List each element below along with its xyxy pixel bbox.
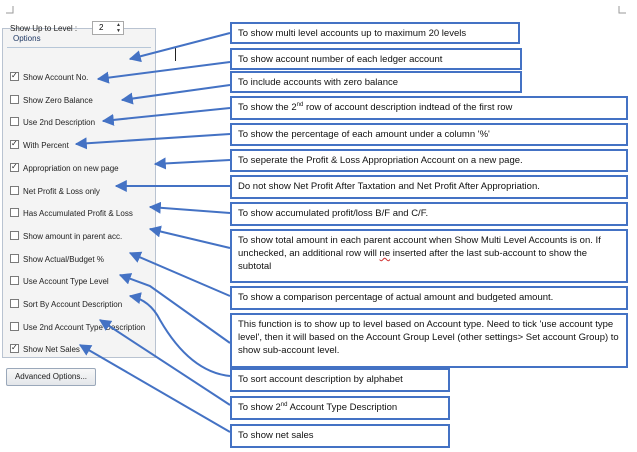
callout-account-no — [230, 48, 522, 70]
callout-text: To show the 2 — [238, 102, 297, 113]
callout-zero-balance — [230, 71, 522, 93]
callout-type-description — [230, 396, 450, 420]
callout-text: Do not show Net Profit After Taxtation and Net Profit After Appropriation. — [238, 181, 540, 192]
callout-account-type-level — [230, 313, 628, 368]
option-label: Show Account No. — [23, 73, 89, 82]
callout-net-pl — [230, 175, 628, 199]
callout-sort — [230, 368, 450, 392]
callout-text: To show a comparison percentage of actual amount and budgeted amount. — [238, 292, 554, 303]
level-value[interactable]: 2 — [99, 23, 104, 32]
callout-text: To show total amount in each parent account when Show Multi Level Accounts is on. If unchecked, an additional row will — [238, 235, 601, 259]
callout-text: To show account number of each ledger account — [238, 54, 443, 65]
callout-text: To show net sales — [238, 430, 314, 441]
callout-superscript: nd — [280, 401, 288, 408]
advanced-options-button[interactable]: Advanced Options... — [6, 368, 96, 386]
callout-appropriation — [230, 149, 628, 172]
option-label: Use 2nd Description — [23, 118, 96, 128]
callout-net-sales — [230, 424, 450, 448]
callout-text: To include accounts with zero balance — [238, 77, 399, 88]
callout-actual-budget — [230, 286, 628, 310]
callout-percent — [230, 123, 628, 146]
option-label: Use 2nd Account Type Description — [23, 322, 146, 332]
spinner-arrows-icon[interactable]: ▲ ▼ — [116, 22, 121, 34]
callout-text: To show multi level accounts up to maximum 20 levels — [238, 28, 467, 39]
callout-text: To sort account description by alphabet — [238, 374, 403, 385]
option-label: Has Accumulated Profit & Loss — [23, 209, 133, 219]
option-label: Net Profit & Loss only — [23, 186, 100, 196]
callout-text: To show 2 — [238, 402, 281, 413]
show-up-to-level-label: Show Up to Level : — [10, 24, 78, 33]
option-label: With Percent — [23, 141, 69, 151]
option-label: Show Actual/Budget % — [23, 254, 104, 264]
callout-text: Account Type Description — [287, 402, 398, 413]
panel-title: Options — [13, 34, 41, 43]
option-label: Show Zero Balance — [23, 95, 93, 105]
callout-accumulated — [230, 202, 628, 226]
option-label: Use Account Type Level — [23, 277, 109, 287]
option-label: Show amount in parent acc. — [23, 231, 123, 241]
callout-text: This function is to show up to level based on Account type. Need to tick 'use account type level', then it will based on the Account Group Level (other settings> Set account Group) to show sub-account level. — [238, 319, 619, 356]
option-label: Sort By Account Description — [23, 300, 123, 309]
callout-superscript: nd — [296, 101, 304, 108]
callout-text: To show accumulated profit/loss B/F and C/F. — [238, 208, 429, 219]
option-label: Show Net Sales — [23, 345, 80, 355]
callout-text: To seperate the Profit & Loss Appropriation Account on a new page. — [238, 155, 523, 166]
callout-level — [230, 22, 520, 44]
callout-second-description — [230, 96, 628, 120]
callout-text: row of account description indtead of the first row — [303, 102, 513, 113]
callout-text: To show the percentage of each amount under a column '%' — [238, 129, 490, 140]
callout-typo: ne — [379, 248, 391, 259]
callout-text: inserted after the last sub-account to show the subtotal — [238, 248, 588, 272]
option-label: Appropriation on new page — [23, 163, 119, 173]
callout-parent-amount — [230, 229, 628, 283]
